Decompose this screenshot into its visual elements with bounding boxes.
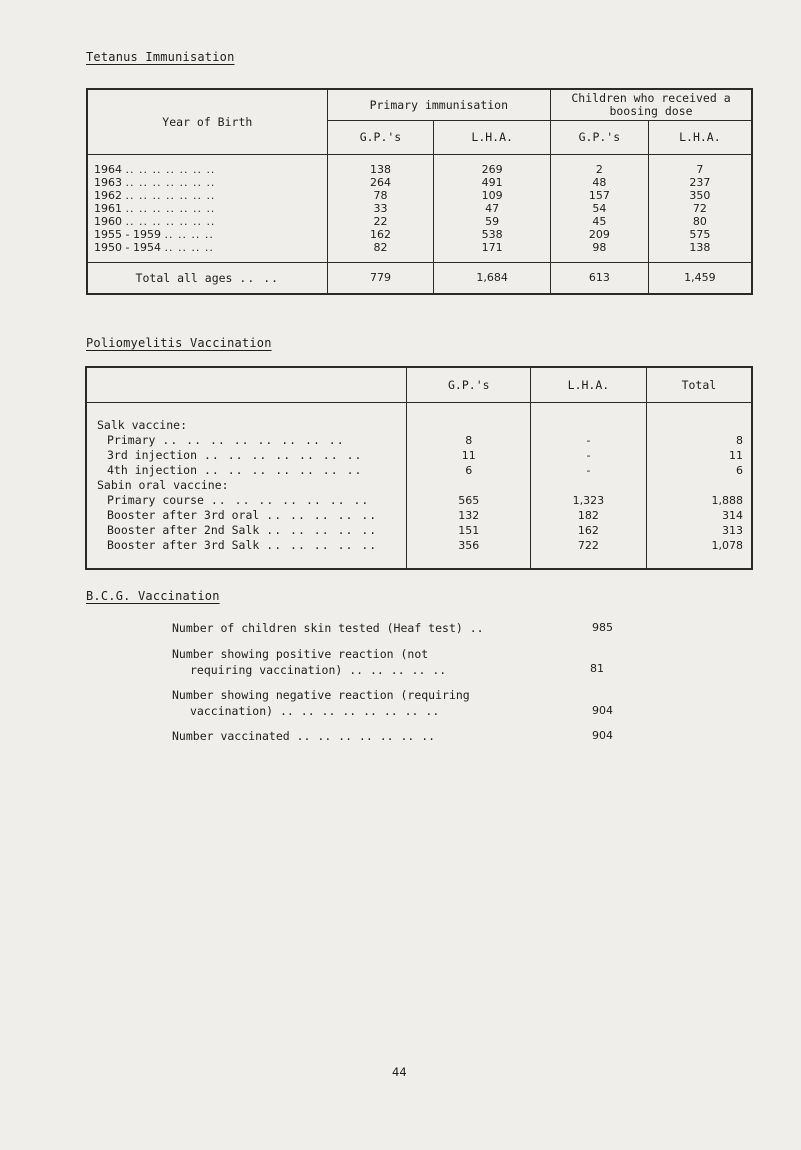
primary-header: Primary immunisation (327, 89, 550, 120)
primary-gp-cell: 33 (327, 202, 434, 215)
year-label: 1950 - 1954 (94, 241, 161, 254)
polio-lha-header: L.H.A. (531, 367, 647, 403)
booster-gp-cell: 98 (551, 241, 649, 254)
booster-gp-cell: 209 (551, 228, 649, 241)
bcg-item (172, 646, 446, 678)
polio-total-header: Total (646, 367, 752, 403)
leader-dots: .. .. (239, 270, 280, 285)
total-booster-lha: 1,459 (648, 262, 752, 294)
polio-blank-header (86, 367, 407, 403)
gp-cell: 356 (407, 538, 531, 553)
table-row (87, 189, 752, 202)
lha-cell: 722 (531, 538, 647, 553)
bcg-item (172, 620, 484, 636)
booster-lha-cell: 350 (648, 189, 752, 202)
total-booster-gp: 613 (551, 262, 649, 294)
bcg-item-line: Number showing positive reaction (not (172, 647, 429, 661)
table-row (87, 163, 752, 176)
bcg-item-value: 904 (592, 729, 613, 742)
leader-dots: .. .. .. .. .. .. .. (125, 215, 216, 228)
bcg-item-line: Number vaccinated .. .. .. .. .. .. .. (172, 729, 436, 743)
booster-gp-cell: 54 (551, 202, 649, 215)
booster-gp-cell: 2 (551, 163, 649, 176)
table-row (87, 215, 752, 228)
tetanus-table (86, 88, 753, 295)
year-label: 1960 (94, 215, 122, 228)
bcg-item (172, 687, 470, 719)
row-label: Booster after 3rd Salk (107, 538, 260, 552)
primary-gp-cell: 82 (327, 241, 434, 254)
leader-dots: .. .. .. .. (164, 241, 214, 254)
year-label: 1963 (94, 176, 122, 189)
leader-dots: .. .. .. .. .. .. .. (125, 163, 216, 176)
leader-dots: .. .. .. .. .. .. .. (125, 189, 216, 202)
bcg-item (172, 728, 435, 744)
primary-lha-cell: 538 (434, 228, 551, 241)
gp-cell: 151 (407, 523, 531, 538)
table-row (86, 508, 752, 523)
booster-gp-header: G.P.'s (551, 120, 649, 154)
lha-cell: - (531, 433, 647, 448)
leader-dots: .. .. .. .. .. (266, 523, 378, 537)
total-cell: 314 (646, 508, 752, 523)
booster-header: Children who received a boosing dose (551, 89, 753, 120)
table-row (87, 228, 752, 241)
primary-gp-cell: 78 (327, 189, 434, 202)
sabin-label: Sabin oral vaccine: (97, 478, 229, 492)
lha-cell: 1,323 (531, 493, 647, 508)
booster-lha-cell: 575 (648, 228, 752, 241)
bcg-item-line-2: requiring vaccination) .. .. .. .. .. (190, 663, 447, 677)
total-cell: 6 (646, 463, 752, 478)
primary-gp-cell: 138 (327, 163, 434, 176)
bcg-heading: B.C.G. Vaccination (86, 589, 220, 603)
booster-lha-cell: 7 (648, 163, 752, 176)
bcg-item-line-2: vaccination) .. .. .. .. .. .. .. .. (190, 704, 440, 718)
primary-lha-cell: 269 (434, 163, 551, 176)
total-cell: 1,888 (646, 493, 752, 508)
row-label: 4th injection (107, 463, 198, 477)
section-row (86, 418, 752, 433)
total-row (87, 262, 752, 294)
gp-cell: 6 (407, 463, 531, 478)
year-label: 1962 (94, 189, 122, 202)
year-label: 1961 (94, 202, 122, 215)
gp-cell: 132 (407, 508, 531, 523)
lha-cell: - (531, 463, 647, 478)
primary-gp-cell: 162 (327, 228, 434, 241)
section-row (86, 478, 752, 493)
total-cell: 8 (646, 433, 752, 448)
booster-lha-header: L.H.A. (648, 120, 752, 154)
bcg-item-line: Number of children skin tested (Heaf test) .. (172, 621, 484, 635)
leader-dots: .. .. .. .. .. .. .. .. (162, 433, 345, 447)
leader-dots: .. .. .. .. (164, 228, 214, 241)
booster-lha-cell: 237 (648, 176, 752, 189)
primary-gp-header: G.P.'s (327, 120, 434, 154)
table-row (87, 241, 752, 254)
booster-gp-cell: 45 (551, 215, 649, 228)
lha-cell: 182 (531, 508, 647, 523)
table-row (86, 433, 752, 448)
polio-table (85, 366, 753, 570)
page-number: 44 (392, 1065, 407, 1079)
gp-cell: 11 (407, 448, 531, 463)
booster-lha-cell: 80 (648, 215, 752, 228)
primary-lha-cell: 171 (434, 241, 551, 254)
leader-dots: .. .. .. .. .. .. .. (125, 176, 216, 189)
bcg-item-value: 985 (592, 621, 613, 634)
row-label: Primary (107, 433, 156, 447)
total-cell: 11 (646, 448, 752, 463)
leader-dots: .. .. .. .. .. .. .. (203, 463, 363, 477)
year-of-birth-header: Year of Birth (87, 89, 327, 154)
primary-gp-cell: 22 (327, 215, 434, 228)
table-row (86, 523, 752, 538)
lha-cell: 162 (531, 523, 647, 538)
booster-lha-cell: 138 (648, 241, 752, 254)
booster-gp-cell: 157 (551, 189, 649, 202)
primary-lha-cell: 491 (434, 176, 551, 189)
leader-dots: .. .. .. .. .. (266, 508, 378, 522)
leader-dots: .. .. .. .. .. .. .. (125, 202, 216, 215)
booster-gp-cell: 48 (551, 176, 649, 189)
tetanus-heading: Tetanus Immunisation (86, 50, 235, 64)
booster-lha-cell: 72 (648, 202, 752, 215)
primary-lha-cell: 109 (434, 189, 551, 202)
gp-cell: 8 (407, 433, 531, 448)
salk-label: Salk vaccine: (97, 418, 188, 432)
primary-lha-cell: 59 (434, 215, 551, 228)
total-label: Total all ages (135, 270, 233, 285)
total-cell: 1,078 (646, 538, 752, 553)
polio-gp-header: G.P.'s (407, 367, 531, 403)
total-primary-lha: 1,684 (434, 262, 551, 294)
bcg-item-value: 81 (590, 662, 604, 675)
row-label: Booster after 3rd oral (107, 508, 260, 522)
gp-cell: 565 (407, 493, 531, 508)
table-row (87, 202, 752, 215)
lha-cell: - (531, 448, 647, 463)
leader-dots: .. .. .. .. .. .. .. (203, 448, 363, 462)
year-label: 1964 (94, 163, 122, 176)
bcg-item-line: Number showing negative reaction (requiring (172, 688, 470, 702)
row-label: Booster after 2nd Salk (107, 523, 260, 537)
total-cell: 313 (646, 523, 752, 538)
total-primary-gp: 779 (327, 262, 434, 294)
primary-gp-cell: 264 (327, 176, 434, 189)
table-row (86, 448, 752, 463)
polio-heading: Poliomyelitis Vaccination (86, 336, 272, 350)
table-row (86, 463, 752, 478)
row-label: Primary course (107, 493, 204, 507)
table-row (86, 538, 752, 553)
table-row (87, 176, 752, 189)
bcg-item-value: 904 (592, 704, 613, 717)
year-label: 1955 - 1959 (94, 228, 161, 241)
leader-dots: .. .. .. .. .. .. .. (210, 493, 370, 507)
leader-dots: .. .. .. .. .. (266, 538, 378, 552)
primary-lha-header: L.H.A. (434, 120, 551, 154)
row-label: 3rd injection (107, 448, 198, 462)
primary-lha-cell: 47 (434, 202, 551, 215)
table-row (86, 493, 752, 508)
